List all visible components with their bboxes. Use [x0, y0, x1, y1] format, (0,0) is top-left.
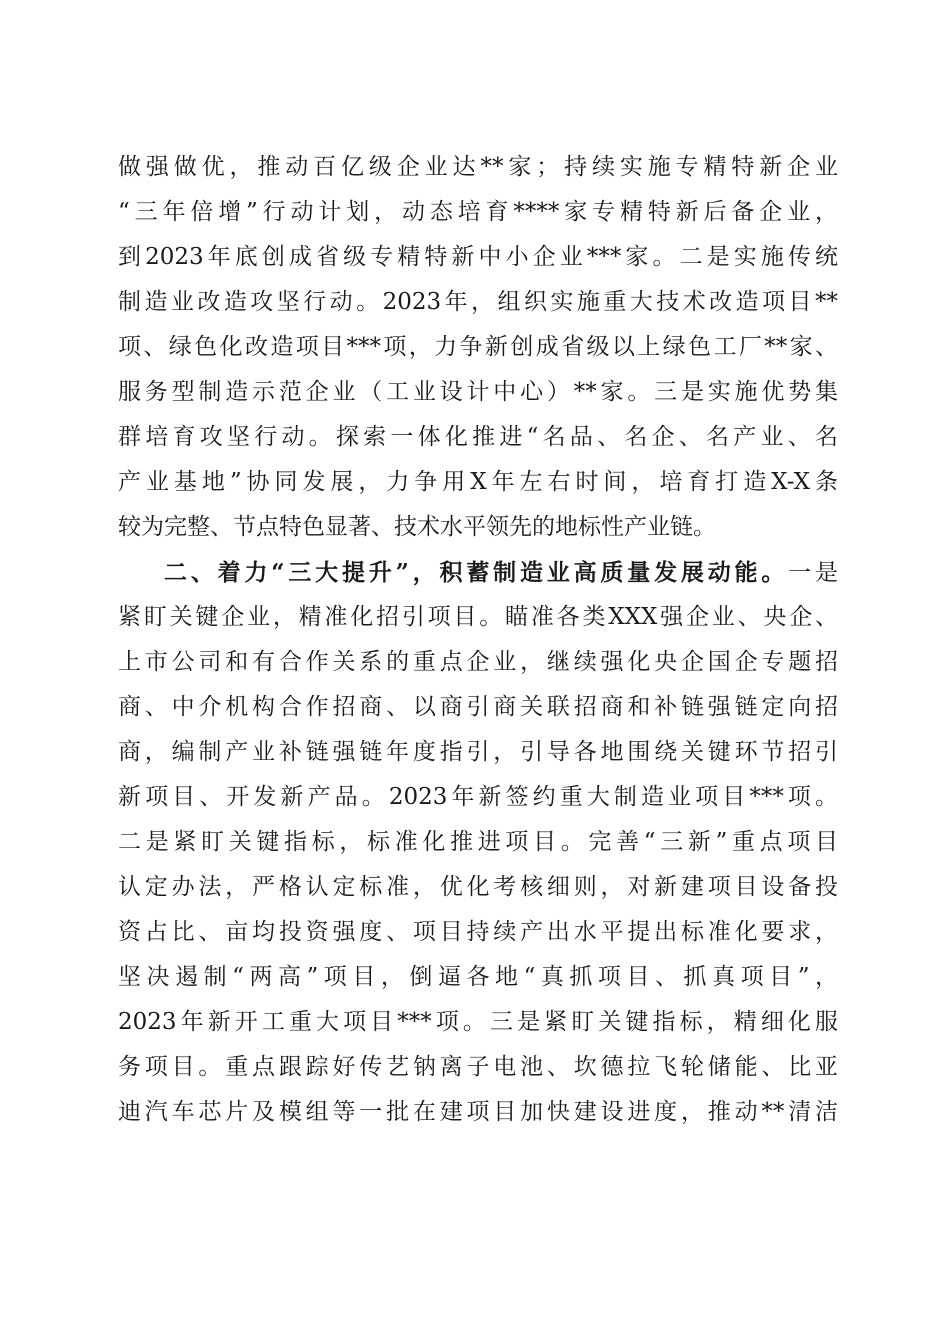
body-line: 新项目、开发新产品。2023年新签约重大制造业项目***项。 — [118, 784, 838, 810]
body-line: 制造业改造攻坚行动。2023年，组织实施重大技术改造项目** — [118, 289, 838, 315]
section-2-first-line — [118, 550, 838, 595]
body-line: “三年倍增”行动计划，动态培育****家专精特新后备企业， — [118, 199, 838, 225]
body-line: 商，编制产业补链强链年度指引，引导各地围绕关键环节招引 — [118, 739, 838, 765]
body-line: 群培育攻坚行动。探索一体化推进“名品、名企、名产业、名 — [118, 424, 838, 450]
body-line: 紧盯关键企业，精准化招引项目。瞄准各类XXX强企业、央企、 — [118, 604, 838, 630]
body-line: 商、中介机构合作招商、以商引商关联招商和补链强链定向招 — [118, 694, 838, 720]
body-line: 项、绿色化改造项目***项，力争新创成省级以上绿色工厂**家、 — [118, 334, 838, 360]
body-line: 务项目。重点跟踪好传艺钠离子电池、坎德拉飞轮储能、比亚 — [118, 1054, 838, 1080]
body-line: 迪汽车芯片及模组等一批在建项目加快建设进度，推动**清洁 — [118, 1099, 838, 1125]
document-body — [118, 145, 838, 1135]
body-line: 做强做优，推动百亿级企业达**家；持续实施专精特新企业 — [118, 154, 838, 180]
body-line: 认定办法，严格认定标准，优化考核细则，对新建项目设备投 — [118, 874, 838, 900]
body-line: 较为完整、节点特色显著、技术水平领先的地标性产业链。 — [118, 514, 716, 540]
body-line: 资占比、亩均投资强度、项目持续产出水平提出标准化要求， — [118, 919, 838, 945]
body-line: 到2023年底创成省级专精特新中小企业***家。二是实施传统 — [118, 244, 838, 270]
section-2-heading: 二、着力“三大提升”，积蓄制造业高质量发展动能。 — [164, 559, 789, 586]
section-2-first-tail: 一是 — [788, 560, 838, 586]
body-line: 产业基地”协同发展，力争用X年左右时间，培育打造X-X条 — [118, 469, 838, 495]
body-line: 上市公司和有合作关系的重点企业，继续强化央企国企专题招 — [118, 649, 838, 675]
body-line: 2023年新开工重大项目***项。三是紧盯关键指标，精细化服 — [118, 1009, 838, 1035]
body-line: 服务型制造示范企业（工业设计中心）**家。三是实施优势集 — [118, 379, 838, 405]
body-line: 坚决遏制“两高”项目，倒逼各地“真抓项目、抓真项目”， — [118, 964, 838, 990]
body-line: 二是紧盯关键指标，标准化推进项目。完善“三新”重点项目 — [118, 829, 838, 855]
